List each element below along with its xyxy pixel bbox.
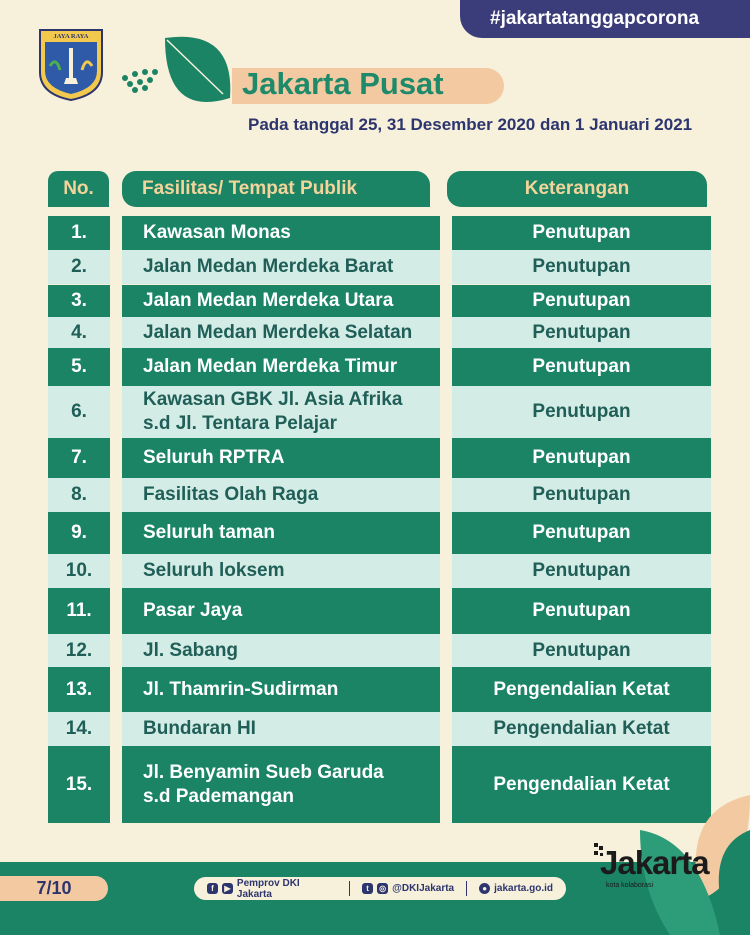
row-note: Penutupan	[452, 216, 711, 250]
twitter-instagram-label: @DKIJakarta	[392, 883, 455, 894]
row-facility: Bundaran HI	[122, 712, 440, 746]
facebook-icon: f	[207, 883, 218, 894]
row-note: Pengendalian Ketat	[452, 712, 711, 746]
facility-line-1: Kawasan GBK Jl. Asia Afrika	[143, 389, 403, 410]
page-title: Jakarta Pusat	[242, 66, 444, 101]
globe-icon: ●	[479, 883, 490, 894]
row-facility: Kawasan Monas	[122, 216, 440, 250]
jakarta-brand-logo: Jakarta	[600, 844, 709, 881]
row-note: Penutupan	[452, 317, 711, 348]
row-number: 6.	[48, 386, 110, 438]
row-facility: Jalan Medan Merdeka Selatan	[122, 317, 440, 348]
row-note: Penutupan	[452, 478, 711, 512]
row-number: 8.	[48, 478, 110, 512]
row-facility: Pasar Jaya	[122, 588, 440, 634]
twitter-icon: t	[362, 883, 373, 894]
svg-text:JAYA RAYA: JAYA RAYA	[53, 33, 89, 40]
row-note: Penutupan	[452, 348, 711, 386]
row-number: 2.	[48, 250, 110, 284]
row-facility: Seluruh loksem	[122, 554, 440, 588]
row-facility	[122, 746, 440, 823]
row-note: Pengendalian Ketat	[452, 746, 711, 823]
instagram-icon: ◎	[377, 883, 388, 894]
website-label: jakarta.go.id	[494, 883, 554, 894]
row-note: Penutupan	[452, 438, 711, 478]
facility-line-2: s.d Pademangan	[143, 785, 294, 807]
row-number: 13.	[48, 667, 110, 712]
jakarta-crest-logo	[36, 26, 106, 102]
row-facility: Jalan Medan Merdeka Utara	[122, 285, 440, 317]
row-number: 9.	[48, 512, 110, 554]
column-header-note: Keterangan	[447, 171, 707, 207]
row-number: 10.	[48, 554, 110, 588]
column-header-no: No.	[48, 171, 109, 207]
hashtag-banner: #jakartatanggapcorona	[460, 0, 750, 38]
social-links-bar	[194, 877, 566, 900]
row-number: 14.	[48, 712, 110, 746]
facility-line-1: Jl. Benyamin Sueb Garuda	[143, 761, 384, 783]
row-number: 4.	[48, 317, 110, 348]
twitter-instagram-link[interactable]	[350, 883, 466, 894]
row-facility: Jl. Thamrin-Sudirman	[122, 667, 440, 712]
row-facility: Fasilitas Olah Raga	[122, 478, 440, 512]
date-subtitle: Pada tanggal 25, 31 Desember 2020 dan 1 Januari 2021	[248, 115, 693, 134]
website-link[interactable]	[467, 883, 565, 894]
row-note: Penutupan	[452, 588, 711, 634]
row-number: 5.	[48, 348, 110, 386]
row-note: Pengendalian Ketat	[452, 667, 711, 712]
row-number: 7.	[48, 438, 110, 478]
row-facility: Jl. Sabang	[122, 634, 440, 667]
facebook-youtube-label: Pemprov DKI Jakarta	[236, 877, 300, 900]
row-note: Penutupan	[452, 512, 711, 554]
page-number: 7/10	[0, 876, 108, 901]
row-note: Penutupan	[452, 285, 711, 317]
row-note: Penutupan	[452, 554, 711, 588]
leaf-decoration	[105, 28, 240, 118]
row-facility: Jalan Medan Merdeka Barat	[122, 250, 440, 284]
row-note: Penutupan	[452, 250, 711, 284]
row-number: 12.	[48, 634, 110, 667]
row-facility: Jalan Medan Merdeka Timur	[122, 348, 440, 386]
row-note: Penutupan	[452, 634, 711, 667]
row-number: 3.	[48, 285, 110, 317]
row-note: Penutupan	[452, 386, 711, 438]
row-facility	[122, 386, 440, 438]
youtube-icon: ▶	[222, 883, 233, 894]
column-header-facility: Fasilitas/ Tempat Publik	[122, 171, 430, 207]
row-facility: Seluruh RPTRA	[122, 438, 440, 478]
row-number: 11.	[48, 588, 110, 634]
facility-line-2: s.d Jl. Tentara Pelajar	[143, 413, 337, 434]
row-number: 1.	[48, 216, 110, 250]
facebook-youtube-link[interactable]	[195, 878, 349, 900]
row-facility: Seluruh taman	[122, 512, 440, 554]
row-number: 15.	[48, 746, 110, 823]
brand-tagline: kota kolaborasi	[606, 882, 654, 889]
